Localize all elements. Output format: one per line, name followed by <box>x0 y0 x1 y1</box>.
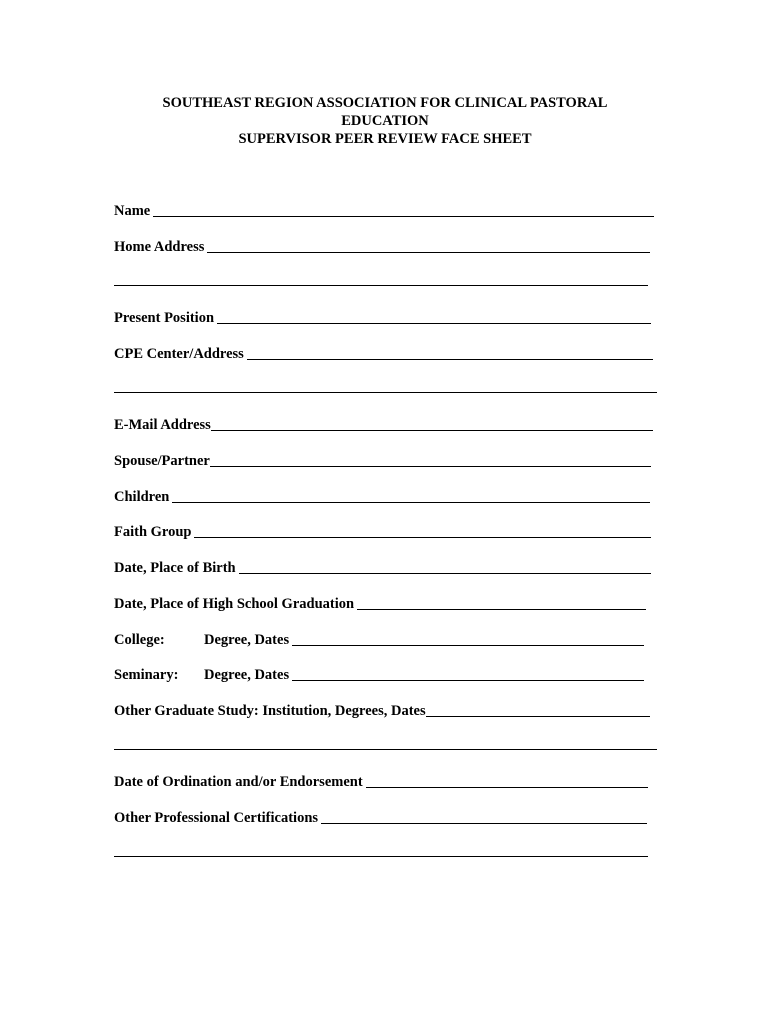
college-degree-input-line[interactable] <box>292 645 644 646</box>
form-title: SUPERVISOR PEER REVIEW FACE SHEET <box>238 131 532 147</box>
cpe-center-field <box>114 343 653 363</box>
faith-group-label: Faith Group <box>114 524 192 540</box>
home-address-continuation-line[interactable] <box>114 285 648 286</box>
cpe-center-label: CPE Center/Address <box>114 346 244 362</box>
certifications-field <box>114 807 647 827</box>
home-address-label: Home Address <box>114 239 205 255</box>
certifications-label: Other Professional Certifications <box>114 810 319 826</box>
present-position-label: Present Position <box>114 310 215 326</box>
high-school-input-line[interactable] <box>357 609 646 610</box>
children-input-line[interactable] <box>172 502 650 503</box>
faith-group-input-line[interactable] <box>194 537 651 538</box>
spouse-partner-label: Spouse/Partner <box>114 453 210 469</box>
other-graduate-study-input-line[interactable] <box>426 716 650 717</box>
high-school-field <box>114 593 646 613</box>
name-input-line[interactable] <box>153 216 654 217</box>
ordination-label: Date of Ordination and/or Endorsement <box>114 774 363 790</box>
college-label: College: <box>114 632 165 648</box>
birth-field <box>114 557 651 577</box>
form-header <box>0 94 770 148</box>
cpe-center-input-line[interactable] <box>247 359 653 360</box>
certifications-input-line[interactable] <box>321 823 647 824</box>
name-label: Name <box>114 203 151 219</box>
faith-group-field <box>114 521 651 541</box>
ordination-input-line[interactable] <box>366 787 648 788</box>
other-graduate-study-continuation-line[interactable] <box>114 749 657 750</box>
college-degree-label: Degree, Dates <box>204 632 290 648</box>
birth-input-line[interactable] <box>239 573 651 574</box>
home-address-field <box>114 236 650 256</box>
present-position-field <box>114 307 651 327</box>
seminary-degree-label: Degree, Dates <box>204 667 290 683</box>
cpe-center-continuation-line[interactable] <box>114 392 657 393</box>
home-address-input-line[interactable] <box>207 252 650 253</box>
children-label: Children <box>114 489 170 505</box>
high-school-label: Date, Place of High School Graduation <box>114 596 355 612</box>
children-field <box>114 486 650 506</box>
spouse-partner-input-line[interactable] <box>210 466 651 467</box>
ordination-field <box>114 771 648 791</box>
other-graduate-study-label: Other Graduate Study: Institution, Degrees, Dates <box>114 703 426 719</box>
name-field <box>114 200 654 220</box>
email-label: E-Mail Address <box>114 417 211 433</box>
seminary-label: Seminary: <box>114 667 179 683</box>
birth-label: Date, Place of Birth <box>114 560 236 576</box>
email-field <box>114 414 653 434</box>
present-position-input-line[interactable] <box>217 323 651 324</box>
seminary-field <box>114 664 644 684</box>
spouse-partner-field <box>114 450 651 470</box>
email-input-line[interactable] <box>211 430 653 431</box>
certifications-continuation-line[interactable] <box>114 856 648 857</box>
seminary-degree-input-line[interactable] <box>292 680 644 681</box>
other-graduate-study-field <box>114 700 650 720</box>
organization-title-line-2: EDUCATION <box>341 113 429 129</box>
organization-title-line-1: SOUTHEAST REGION ASSOCIATION FOR CLINICAL PASTORAL <box>162 95 608 111</box>
college-field <box>114 629 644 649</box>
